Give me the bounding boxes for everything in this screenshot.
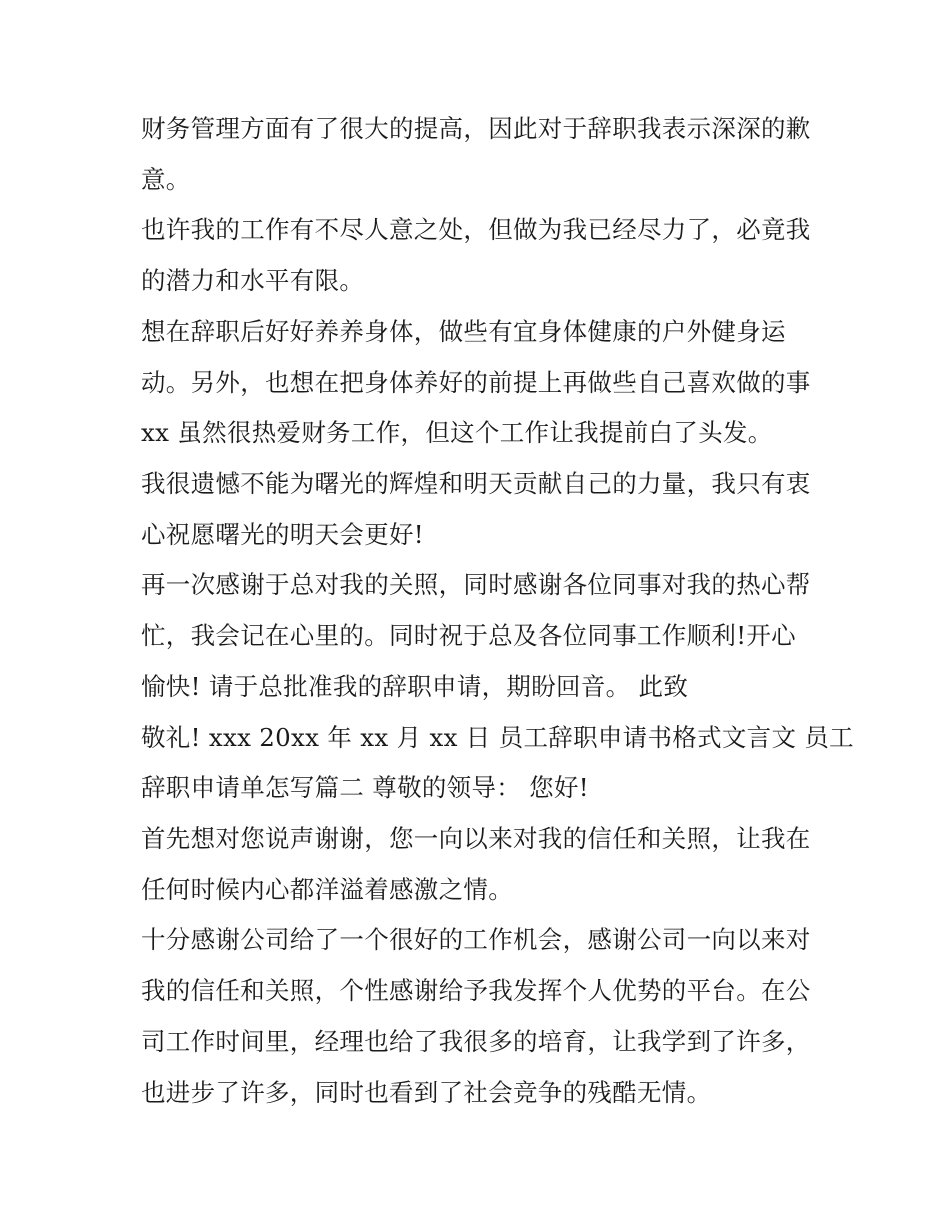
text-line: 十分感谢公司给了一个很好的工作机会，感谢公司一向以来对	[141, 925, 811, 954]
text-line: 辞职申请单怎写篇二 尊敬的领导： 您好!	[141, 773, 589, 802]
text-line: 任何时候内心都洋溢着感激之情。	[141, 875, 513, 904]
text-line: xx 虽然很热爱财务工作，但这个工作让我提前白了头发。	[141, 418, 773, 447]
text-line: 我很遗憾不能为曙光的辉煌和明天贡献自己的力量，我只有衷	[141, 469, 811, 498]
text-line: 也许我的工作有不尽人意之处，但做为我已经尽力了，必竟我	[141, 215, 811, 244]
text-line: 司工作时间里，经理也给了我很多的培育，让我学到了许多，	[141, 1027, 811, 1056]
text-line: 敬礼! xxx 20xx 年 xx 月 xx 日 员工辞职申请书格式文言文 员工	[141, 723, 854, 752]
text-line: 动。另外，也想在把身体养好的前提上再做些自己喜欢做的事	[141, 368, 811, 397]
text-line: 的潜力和水平有限。	[141, 266, 365, 295]
text-line: 再一次感谢于总对我的关照，同时感谢各位同事对我的热心帮	[141, 570, 811, 599]
text-line: 忙，我会记在心里的。同时祝于总及各位同事工作顺利!开心	[141, 621, 796, 650]
text-line: 也进步了许多，同时也看到了社会竞争的残酷无情。	[141, 1078, 712, 1107]
text-line: 我的信任和关照，个性感谢给予我发挥个人优势的平台。在公	[141, 976, 811, 1005]
text-line: 心祝愿曙光的明天会更好!	[141, 520, 424, 549]
text-line: 财务管理方面有了很大的提高，因此对于辞职我表示深深的歉	[141, 114, 811, 143]
text-line: 想在辞职后好好养养身体，做些有宜身体健康的户外健身运	[141, 317, 786, 346]
text-line: 意。	[141, 165, 191, 194]
text-line: 首先想对您说声谢谢，您一向以来对我的信任和关照，让我在	[141, 824, 811, 853]
text-line: 愉快! 请于总批准我的辞职申请，期盼回音。 此致	[141, 672, 689, 701]
